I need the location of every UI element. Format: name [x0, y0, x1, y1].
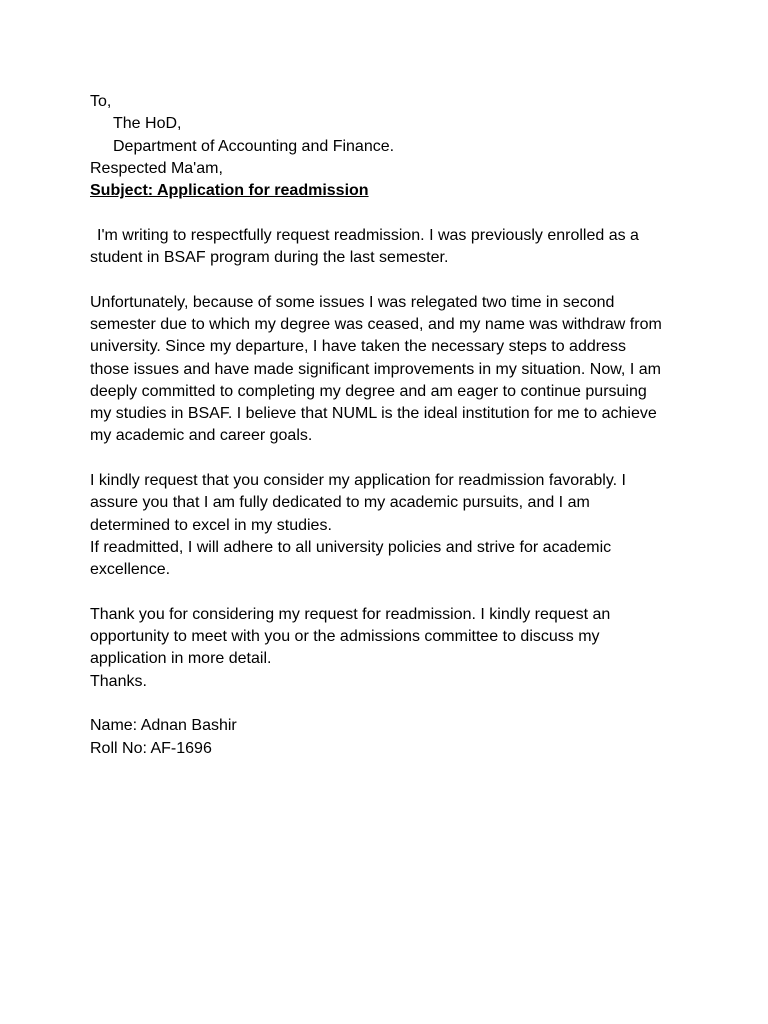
paragraph-line: university. Since my departure, I have taken the necessary steps to address [90, 338, 626, 356]
paragraph-line: I'm writing to respectfully request readmission. I was previously enrolled as a [97, 226, 639, 244]
paragraph-line: determined to excel in my studies. [90, 516, 332, 534]
paragraph-line: deeply committed to completing my degree and am eager to continue pursuing [90, 382, 647, 400]
letter-body [90, 91, 690, 760]
paragraph-line: those issues and have made significant improvements in my situation. Now, I am [90, 360, 661, 378]
paragraph-intro [90, 225, 690, 270]
salutation: Respected Ma'am, [90, 159, 223, 177]
paragraph-line: student in BSAF program during the last semester. [90, 249, 449, 267]
address-to: To, [90, 93, 112, 110]
paragraph-line: semester due to which my degree was ceased, and my name was withdraw from [90, 315, 662, 333]
paragraph-line: application in more detail. [90, 650, 272, 668]
paragraph-line: opportunity to meet with you or the admissions committee to discuss my [90, 628, 600, 646]
paragraph-line: my studies in BSAF. I believe that NUML is the ideal institution for me to achieve [90, 405, 657, 423]
paragraph-request [90, 470, 690, 581]
sender-name: Name: Adnan Bashir [90, 717, 237, 735]
paragraph-line: I kindly request that you consider my application for readmission favorably. I [90, 472, 626, 490]
sign-off: Thanks. [90, 672, 147, 690]
paragraph-line: If readmitted, I will adhere to all university policies and strive for academic [90, 538, 612, 556]
paragraph-closing [90, 604, 690, 693]
sender-roll-number: Roll No: AF-1696 [90, 739, 212, 757]
paragraph-line: assure you that I am fully dedicated to my academic pursuits, and I am [90, 494, 590, 512]
paragraph-line: Unfortunately, because of some issues I was relegated two time in second [90, 293, 615, 311]
paragraph-line: Thank you for considering my request for readmission. I kindly request an [90, 605, 611, 623]
address-recipient: The HoD, [113, 115, 182, 133]
paragraph-line: excellence. [90, 561, 171, 579]
address-department: Department of Accounting and Finance. [113, 137, 395, 155]
paragraph-line: my academic and career goals. [90, 427, 313, 445]
subject-line: Subject: Application for readmission [90, 182, 369, 200]
paragraph-circumstances [90, 292, 690, 448]
